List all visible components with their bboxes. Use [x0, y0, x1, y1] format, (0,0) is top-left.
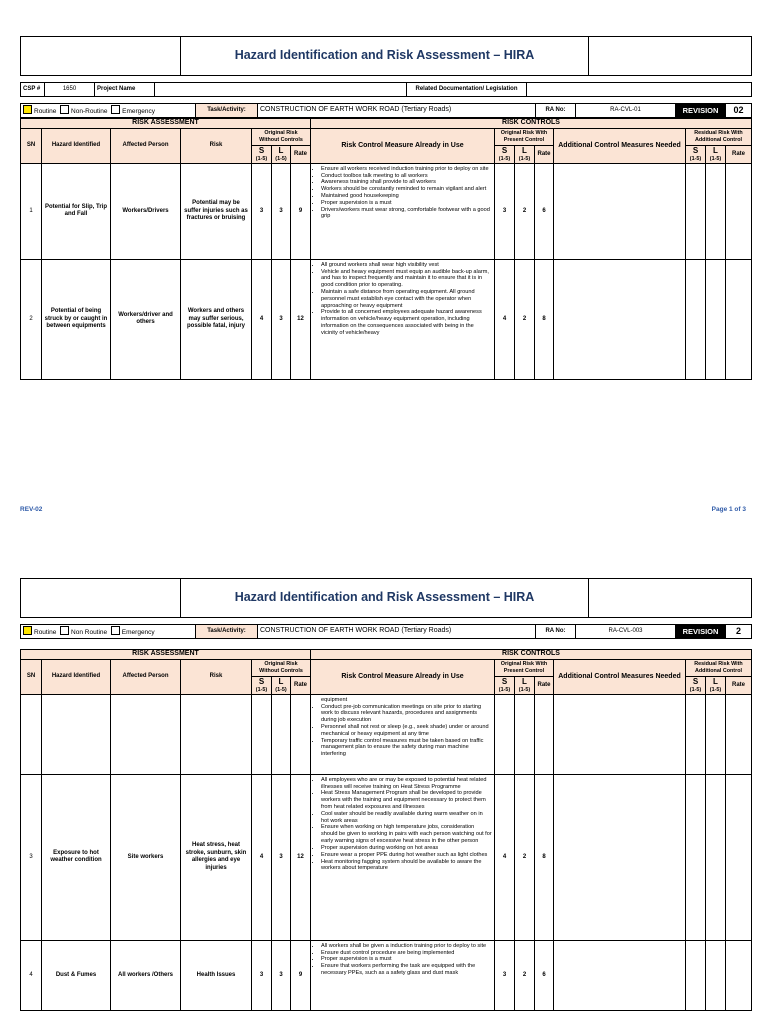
control-measures-cell [311, 940, 495, 1010]
control-list [313, 777, 492, 872]
additional-control-header: Additional Control Measures Needed [554, 660, 686, 695]
additional-control-cell [554, 774, 686, 940]
rate-header: Rate [535, 677, 554, 695]
activity-type: Routine Non Routine Emergency [21, 625, 196, 639]
hazard-cell [42, 694, 111, 774]
footer-left: REV-02 [20, 506, 43, 513]
control-measures-cell [311, 259, 495, 379]
risk-assessment-header: RISK ASSESSMENT [21, 650, 311, 660]
severity-cell: 3 [252, 940, 272, 1010]
page2-rows [21, 694, 752, 1010]
risk-cell: Workers and others may suffer serious, possible fatal, injury [181, 259, 252, 379]
present-control-header: Original Risk With Present Control [495, 129, 554, 146]
control-item: • All workers shall be given a induction training prior to deploy to site [321, 943, 492, 950]
sn-cell: 4 [21, 940, 42, 1010]
rate-header: Rate [726, 677, 752, 695]
additional-control-cell [554, 694, 686, 774]
rate-cell: 9 [291, 163, 311, 259]
sn-header: SN [21, 660, 42, 695]
present-rate-cell: 8 [535, 259, 554, 379]
residual-likelihood-cell [706, 940, 726, 1010]
control-measures-cell [311, 694, 495, 774]
rate-header: Rate [291, 146, 311, 164]
present-severity-cell: 3 [495, 163, 515, 259]
control-item: • All employees who are or may be exposed to potential heat related illnesses will receive training on Heat Stress Programme [321, 777, 492, 791]
hazard-header: Hazard Identified [42, 129, 111, 164]
affected-header: Affected Person [111, 129, 181, 164]
residual-rate-cell [726, 940, 752, 1010]
project-info-row [20, 82, 752, 97]
control-item: • Proper supervision during working on hot areas [321, 845, 492, 852]
present-severity-cell: 3 [495, 940, 515, 1010]
ra-value: RA-CVL-003 [576, 625, 676, 639]
rate-cell: 9 [291, 940, 311, 1010]
control-item: • Maintain a safe distance from operating equipment. All ground personnel must establish eye contact with the operator when approaching or heavy equipment [321, 289, 492, 309]
risk-controls-header: RISK CONTROLS [311, 119, 752, 129]
risk-cell: Potential may be suffer injuries such as fractures or bruising [181, 163, 252, 259]
risk-cell: Health Issues [181, 940, 252, 1010]
control-item: • Ensure dust control procedure are being implemented [321, 950, 492, 957]
rate-header: Rate [291, 677, 311, 695]
revision-label: REVISION [676, 625, 726, 639]
risk-cell: Heat stress, heat stroke, sunburn, skin allergies and eye injuries [181, 774, 252, 940]
table-row [21, 163, 752, 259]
control-measures-cell [311, 774, 495, 940]
severity-cell [252, 694, 272, 774]
s-header: S (1-5) [252, 677, 272, 695]
residual-rate-cell [726, 774, 752, 940]
l-header: L (1-5) [515, 677, 535, 695]
severity-cell: 4 [252, 774, 272, 940]
residual-severity-cell [686, 259, 706, 379]
present-rate-cell: 8 [535, 774, 554, 940]
present-severity-cell: 4 [495, 774, 515, 940]
control-item: • Heat monitoring fagging system should be available to aware the workers about temperature [321, 859, 492, 873]
sn-header: SN [21, 129, 42, 164]
risk-header: Risk [181, 129, 252, 164]
control-measures-cell [311, 163, 495, 259]
likelihood-cell [272, 694, 291, 774]
sn-cell [21, 694, 42, 774]
page-title: Hazard Identification and Risk Assessment – HIRA [181, 37, 589, 76]
activity-type: Routine Non-Routine Emergency [21, 104, 196, 118]
s-header: S (1-5) [252, 146, 272, 164]
csp-value: 1650 [45, 83, 95, 97]
l-header: L (1-5) [272, 146, 291, 164]
l-header: L (1-5) [706, 677, 726, 695]
control-list [313, 943, 492, 977]
residual-likelihood-cell [706, 694, 726, 774]
residual-severity-cell [686, 940, 706, 1010]
risk-header: Risk [181, 660, 252, 695]
revision-value: 02 [726, 104, 752, 118]
title-block [20, 36, 752, 76]
control-item: • Conduct toolbox talk meeting to all workers [321, 173, 492, 180]
likelihood-cell: 3 [272, 940, 291, 1010]
rate-cell [291, 694, 311, 774]
control-item: • Vehicle and heavy equipment must equip an audible back-up alarm, and has to inspect frequently and maintain it to ensure that it is in good condition prior to operating. [321, 269, 492, 289]
likelihood-cell: 3 [272, 774, 291, 940]
page1-rows [21, 163, 752, 379]
rate-cell: 12 [291, 774, 311, 940]
non-routine-checkbox[interactable] [60, 105, 69, 114]
project-name-label: Project Name [95, 83, 155, 97]
severity-cell: 3 [252, 163, 272, 259]
original-risk-header: Original Risk Without Controls [252, 660, 311, 677]
page-title: Hazard Identification and Risk Assessment – HIRA [181, 579, 589, 618]
routine-checkbox[interactable] [23, 105, 32, 114]
present-rate-cell: 6 [535, 163, 554, 259]
task-value: CONSTRUCTION OF EARTH WORK ROAD (Tertiary Roads) [258, 104, 536, 118]
revision-label: REVISION [676, 104, 726, 118]
page-1 [20, 36, 752, 380]
present-control-header: Original Risk With Present Control [495, 660, 554, 677]
hazard-cell: Potential of being struck by or caught in between equipments [42, 259, 111, 379]
emergency-checkbox[interactable] [111, 105, 120, 114]
present-likelihood-cell: 2 [515, 940, 535, 1010]
title-right-cell [589, 579, 752, 618]
table-row [21, 774, 752, 940]
residual-likelihood-cell [706, 259, 726, 379]
additional-control-cell [554, 940, 686, 1010]
logo-cell [21, 37, 181, 76]
s-header: S (1-5) [495, 677, 515, 695]
ra-value: RA-CVL-01 [576, 104, 676, 118]
likelihood-cell: 3 [272, 163, 291, 259]
hazard-header: Hazard Identified [42, 660, 111, 695]
control-measure-header: Risk Control Measure Already in Use [311, 129, 495, 164]
present-likelihood-cell: 2 [515, 774, 535, 940]
logo-cell [21, 579, 181, 618]
control-item: • Proper supervision is a must [321, 956, 492, 963]
task-row [20, 103, 752, 118]
affected-person-cell: Workers/driver and others [111, 259, 181, 379]
affected-person-cell: All workers /Others [111, 940, 181, 1010]
s-header: S (1-5) [686, 677, 706, 695]
control-list [313, 262, 492, 337]
sn-cell: 1 [21, 163, 42, 259]
control-item: • Heat Stress Management Program shall be developed to provide workers with the training and equipment necessary to protect them from heat related exposures and illnesses [321, 790, 492, 810]
affected-person-cell: Workers/Drivers [111, 163, 181, 259]
rate-header: Rate [535, 146, 554, 164]
hazard-cell: Potential for Slip, Trip and Fall [42, 163, 111, 259]
control-item: • Cool water should be readily available during warm weather on in hot work areas [321, 811, 492, 825]
revision-value: 2 [726, 625, 752, 639]
sn-cell: 2 [21, 259, 42, 379]
related-doc-value [527, 83, 752, 97]
related-doc-label: Related Documentation/ Legislation [407, 83, 527, 97]
residual-severity-cell [686, 774, 706, 940]
risk-assessment-header: RISK ASSESSMENT [21, 119, 311, 129]
control-list [313, 704, 492, 759]
residual-rate-cell [726, 163, 752, 259]
control-item: • Drivers/workers must wear strong, comfortable footwear with a good grip [321, 207, 492, 221]
task-value: CONSTRUCTION OF EARTH WORK ROAD (Tertiary Roads) [258, 625, 536, 639]
additional-control-cell [554, 259, 686, 379]
emergency-checkbox[interactable] [111, 626, 120, 635]
rate-cell: 12 [291, 259, 311, 379]
present-severity-cell [495, 694, 515, 774]
risk-cell [181, 694, 252, 774]
control-item: • Ensure wear a proper PPE during hot weather such as light clothes [321, 852, 492, 859]
title-right-cell [589, 37, 752, 76]
control-item: • Personnel shall not rest or sleep (e.g., seek shade) under or around mechanical or heavy equipment at any time [321, 724, 492, 738]
l-header: L (1-5) [515, 146, 535, 164]
csp-label: CSP # [21, 83, 45, 97]
residual-risk-header: Residual Risk With Additional Control [686, 129, 752, 146]
page-2 [20, 578, 752, 1011]
control-item: • All ground workers shall wear high visibility vest [321, 262, 492, 269]
non-routine-checkbox[interactable] [60, 626, 69, 635]
s-header: S (1-5) [495, 146, 515, 164]
table-row [21, 259, 752, 379]
footer-right: Page 1 of 3 [711, 506, 746, 513]
present-likelihood-cell: 2 [515, 259, 535, 379]
residual-severity-cell [686, 694, 706, 774]
affected-person-cell: Site workers [111, 774, 181, 940]
affected-person-cell [111, 694, 181, 774]
control-item: • Temporary traffic control measures must be taken based on traffic management plan to ensure the safety during man machine interfering [321, 738, 492, 758]
control-item: • Ensure all workers received induction training prior to deploy on site [321, 166, 492, 173]
affected-header: Affected Person [111, 660, 181, 695]
sn-cell: 3 [21, 774, 42, 940]
additional-control-cell [554, 163, 686, 259]
task-label: Task/Activity: [196, 104, 258, 118]
routine-checkbox[interactable] [23, 626, 32, 635]
residual-rate-cell [726, 259, 752, 379]
ra-label: RA No: [536, 625, 576, 639]
ra-label: RA No: [536, 104, 576, 118]
control-item: • Conduct pre-job communication meetings on site prior to starting work to discuss relevant hazards, procedures and assignments during job execution [321, 704, 492, 724]
risk-table-1 [20, 118, 752, 380]
control-item: • Workers should be constantly reminded to remain vigilant and alert [321, 186, 492, 193]
risk-table-2 [20, 649, 752, 1011]
present-likelihood-cell [515, 694, 535, 774]
residual-likelihood-cell [706, 163, 726, 259]
residual-rate-cell [726, 694, 752, 774]
table-row [21, 694, 752, 774]
l-header: L (1-5) [706, 146, 726, 164]
control-item: • Ensure that workers performing the task are equipped with the necessary PPEs, such as a safety glass and dust mask [321, 963, 492, 977]
table-row [21, 940, 752, 1010]
hazard-cell: Exposure to hot weather condition [42, 774, 111, 940]
control-list [313, 166, 492, 221]
task-label: Task/Activity: [196, 625, 258, 639]
task-row [20, 624, 752, 639]
hazard-cell: Dust & Fumes [42, 940, 111, 1010]
control-item: • Awareness training shall provide to all workers [321, 179, 492, 186]
residual-severity-cell [686, 163, 706, 259]
residual-risk-header: Residual Risk With Additional Control [686, 660, 752, 677]
present-likelihood-cell: 2 [515, 163, 535, 259]
additional-control-header: Additional Control Measures Needed [554, 129, 686, 164]
original-risk-header: Original Risk Without Controls [252, 129, 311, 146]
risk-controls-header: RISK CONTROLS [311, 650, 752, 660]
likelihood-cell: 3 [272, 259, 291, 379]
rate-header: Rate [726, 146, 752, 164]
l-header: L (1-5) [272, 677, 291, 695]
control-item: • Maintained good housekeeping [321, 193, 492, 200]
present-rate-cell [535, 694, 554, 774]
control-continuation: equipment [321, 696, 348, 703]
control-measure-header: Risk Control Measure Already in Use [311, 660, 495, 695]
control-item: • Provide to all concerned employees adequate hazard awareness information on vehicle/heavy equipment operation, including information on the consequences associated with being in the vicinity of vehicle/heavy [321, 309, 492, 336]
control-item: • Proper supervision is a must [321, 200, 492, 207]
control-item: • Ensure when working on high temperature jobs, consideration should be given to working in pairs with each person watching out for early warning signs of excessive heat stress in the other person [321, 824, 492, 844]
severity-cell: 4 [252, 259, 272, 379]
s-header: S (1-5) [686, 146, 706, 164]
residual-likelihood-cell [706, 774, 726, 940]
present-rate-cell: 6 [535, 940, 554, 1010]
title-block [20, 578, 752, 618]
present-severity-cell: 4 [495, 259, 515, 379]
project-name-value [155, 83, 407, 97]
